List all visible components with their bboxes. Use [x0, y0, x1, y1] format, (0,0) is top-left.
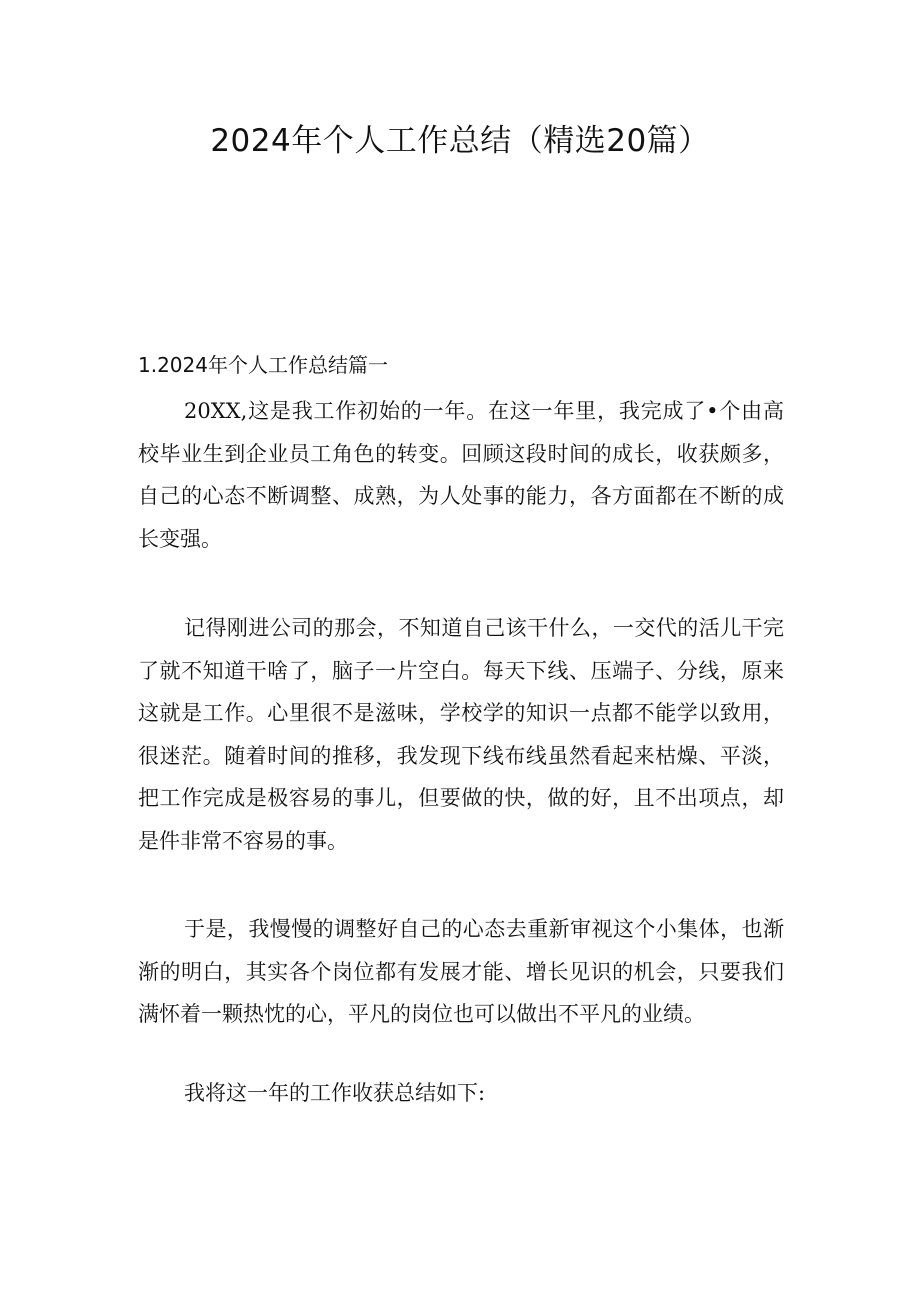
document-title: 2024年个人工作总结（精选20篇） — [210, 123, 710, 159]
paragraph-2: 记得刚进公司的那会，不知道自己该干什么，一交代的活儿干完了就不知道干啥了，脑子一片空白。每天下线、压端子、分线，原来这就是工作。心里很不是滋味，学校学的知识一点都不能学以致用，很迷茫。随着时间的推移，我发现下线布线虽然看起来枯燥、平淡，把工作完成是极容易的事儿，但要做的快，做的好，且不出项点，却是件非常不容易的事。 — [138, 616, 784, 853]
paragraph-3: 于是，我慢慢的调整好自己的心态去重新审视这个小集体，也渐渐的明白，其实各个岗位都有发展才能、增长见识的机会，只要我们满怀着一颗热忱的心，平凡的岗位也可以做出不平凡的业绩。 — [138, 917, 784, 1026]
paragraph-1: 20XX,这是我工作初始的一年。在这一年里，我完成了•个由高校毕业生到企业员工角色的转变。回顾这段时间的成长，收获颇多，自己的心态不断调整、成熟，为人处事的能力，各方面都在不断的成长变强。 — [138, 399, 784, 551]
section-heading: 1.2024年个人工作总结篇一 — [138, 353, 388, 377]
paragraph-4: 我将这一年的工作收获总结如下: — [184, 1081, 486, 1105]
